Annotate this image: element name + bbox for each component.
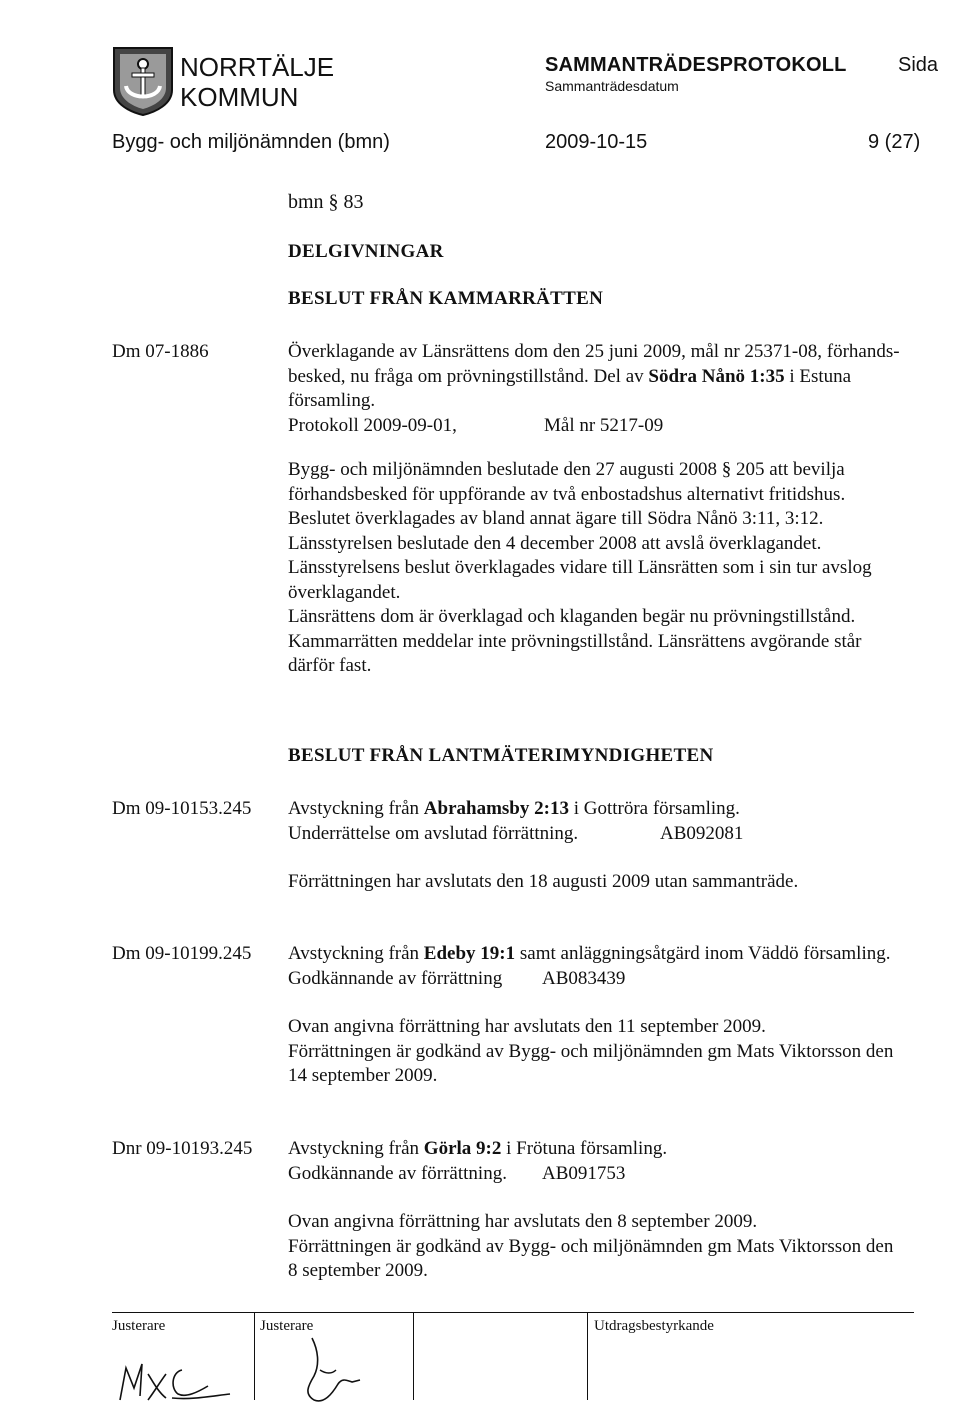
- intro-line: församling.: [288, 390, 376, 411]
- entry-text: samt anläggningsåtgärd inom Väddö församling.: [515, 943, 891, 964]
- entry-text: Godkännande av förrättning.: [288, 1162, 507, 1184]
- entry-text: Underrättelse om avslutad förrättning.: [288, 822, 579, 844]
- note-line: Ovan angivna förrättning har avslutats den 8 september 2009.: [288, 1211, 758, 1232]
- entry-text: i Gottröra församling.: [568, 798, 740, 819]
- municipality-logo: [112, 46, 174, 116]
- body-line: Länsrättens dom är överklagad och klaganden begär nu prövningstillstånd.: [288, 606, 856, 627]
- property-name: Edeby 19:1: [423, 943, 516, 964]
- municipality-line1: NORRTÄLJE: [180, 52, 335, 82]
- signature-1: [112, 1340, 242, 1406]
- body-line: Bygg- och miljönämnden beslutade den 27 augusti 2008 § 205 att bevilja: [288, 459, 845, 480]
- meeting-date: 2009-10-15: [545, 131, 648, 153]
- municipality-line2: KOMMUN: [180, 82, 299, 112]
- lantmateri-entry: [288, 797, 938, 846]
- entry-line: [288, 1137, 948, 1162]
- protocol-title: SAMMANTRÄDESPROTOKOLL: [545, 54, 847, 76]
- footer-divider: [254, 1312, 255, 1400]
- intro-text: i Estuna: [784, 365, 852, 387]
- note-line: Förrättningen har avslutats den 18 augusti 2009 utan sammanträde.: [288, 871, 799, 892]
- reference-number: AB091753: [542, 1162, 626, 1184]
- section-title: DELGIVNINGAR: [288, 241, 444, 262]
- case-number: Dnr 09-10193.245: [112, 1138, 253, 1159]
- body-line: därför fast.: [288, 655, 372, 676]
- note-line: Ovan angivna förrättning har avslutats den 11 september 2009.: [288, 1016, 766, 1037]
- municipality-name: [180, 52, 334, 112]
- page-label: Sida: [898, 54, 939, 76]
- entry-text: Avstyckning från: [288, 1138, 424, 1159]
- body-line: Länsstyrelsen beslutade den 4 december 2008 att avslå överklagandet.: [288, 532, 822, 554]
- committee-name: Bygg- och miljönämnden (bmn): [112, 131, 390, 153]
- entry-line: [288, 822, 938, 847]
- intro-line: Överklagande av Länsrättens dom den 25 juni 2009, mål nr 25371-08, förhands-: [288, 341, 900, 362]
- lantmateri-heading: BESLUT FRÅN LANTMÄTERIMYNDIGHETEN: [288, 745, 714, 766]
- note-line: Förrättningen är godkänd av Bygg- och miljönämnden gm Mats Viktorsson den: [288, 1235, 894, 1257]
- entry-text: Avstyckning från: [288, 943, 424, 964]
- protocol-reference: Protokoll 2009-09-01,: [288, 414, 457, 436]
- lantmateri-entry: [288, 1137, 948, 1186]
- intro-text: besked, nu fråga om prövningstillstånd. Del av: [288, 365, 649, 387]
- justerare-label-2: Justerare: [260, 1318, 314, 1334]
- footer-divider: [587, 1312, 588, 1400]
- entry-text: i Frötuna församling.: [501, 1138, 668, 1159]
- footer-rule: [112, 1312, 914, 1313]
- entry-line: [288, 967, 948, 992]
- entry-line: [288, 797, 938, 822]
- body-line: Kammarrätten meddelar inte prövningstillstånd. Länsrättens avgörande står: [288, 630, 862, 652]
- case-reference: Mål nr 5217-09: [544, 414, 664, 436]
- body-line: förhandsbesked för uppförande av två enbostadshus alternativt fritidshus.: [288, 483, 846, 505]
- protocol-line: [288, 414, 938, 439]
- note-line: 8 september 2009.: [288, 1260, 428, 1281]
- entry-line: [288, 1162, 948, 1187]
- body-line: Beslutet överklagades av bland annat ägare till Södra Nånö 3:11, 3:12.: [288, 508, 824, 529]
- paragraph-reference: bmn § 83: [288, 191, 364, 213]
- reference-number: AB092081: [660, 822, 744, 844]
- lantmateri-note: [288, 1015, 948, 1089]
- entry-text: Avstyckning från: [288, 798, 424, 819]
- kammarratten-intro: [288, 340, 938, 438]
- property-name: Abrahamsby 2:13: [423, 798, 569, 819]
- entry-text: Godkännande av förrättning: [288, 967, 503, 989]
- note-line: 14 september 2009.: [288, 1065, 438, 1086]
- lantmateri-entry: [288, 942, 948, 991]
- entry-line: [288, 942, 948, 967]
- body-line: överklagandet.: [288, 581, 401, 603]
- case-number: Dm 09-10153.245: [112, 798, 252, 819]
- body-line: Länsstyrelsens beslut överklagades vidare till Länsrätten som i sin tur avslog: [288, 557, 872, 578]
- utdragsbestyrkande-label: Utdragsbestyrkande: [594, 1318, 714, 1334]
- signature-2: [290, 1330, 380, 1406]
- note-line: Förrättningen är godkänd av Bygg- och miljönämnden gm Mats Viktorsson den: [288, 1040, 894, 1062]
- case-number: Dm 09-10199.245: [112, 943, 252, 964]
- footer-divider: [413, 1312, 414, 1400]
- page-number: 9 (27): [868, 131, 921, 153]
- lantmateri-note: [288, 1210, 948, 1284]
- reference-number: AB083439: [542, 967, 626, 989]
- kammarratten-body: [288, 458, 938, 679]
- kammarratten-heading: BESLUT FRÅN KAMMARRÄTTEN: [288, 288, 604, 309]
- case-number: Dm 07-1886: [112, 341, 209, 362]
- intro-line: [288, 365, 938, 390]
- protocol-subtitle: Sammanträdesdatum: [545, 78, 679, 94]
- lantmateri-note: [288, 870, 938, 895]
- property-name: Södra Nånö 1:35: [648, 365, 785, 387]
- justerare-label-1: Justerare: [112, 1318, 166, 1334]
- property-name: Görla 9:2: [423, 1138, 502, 1159]
